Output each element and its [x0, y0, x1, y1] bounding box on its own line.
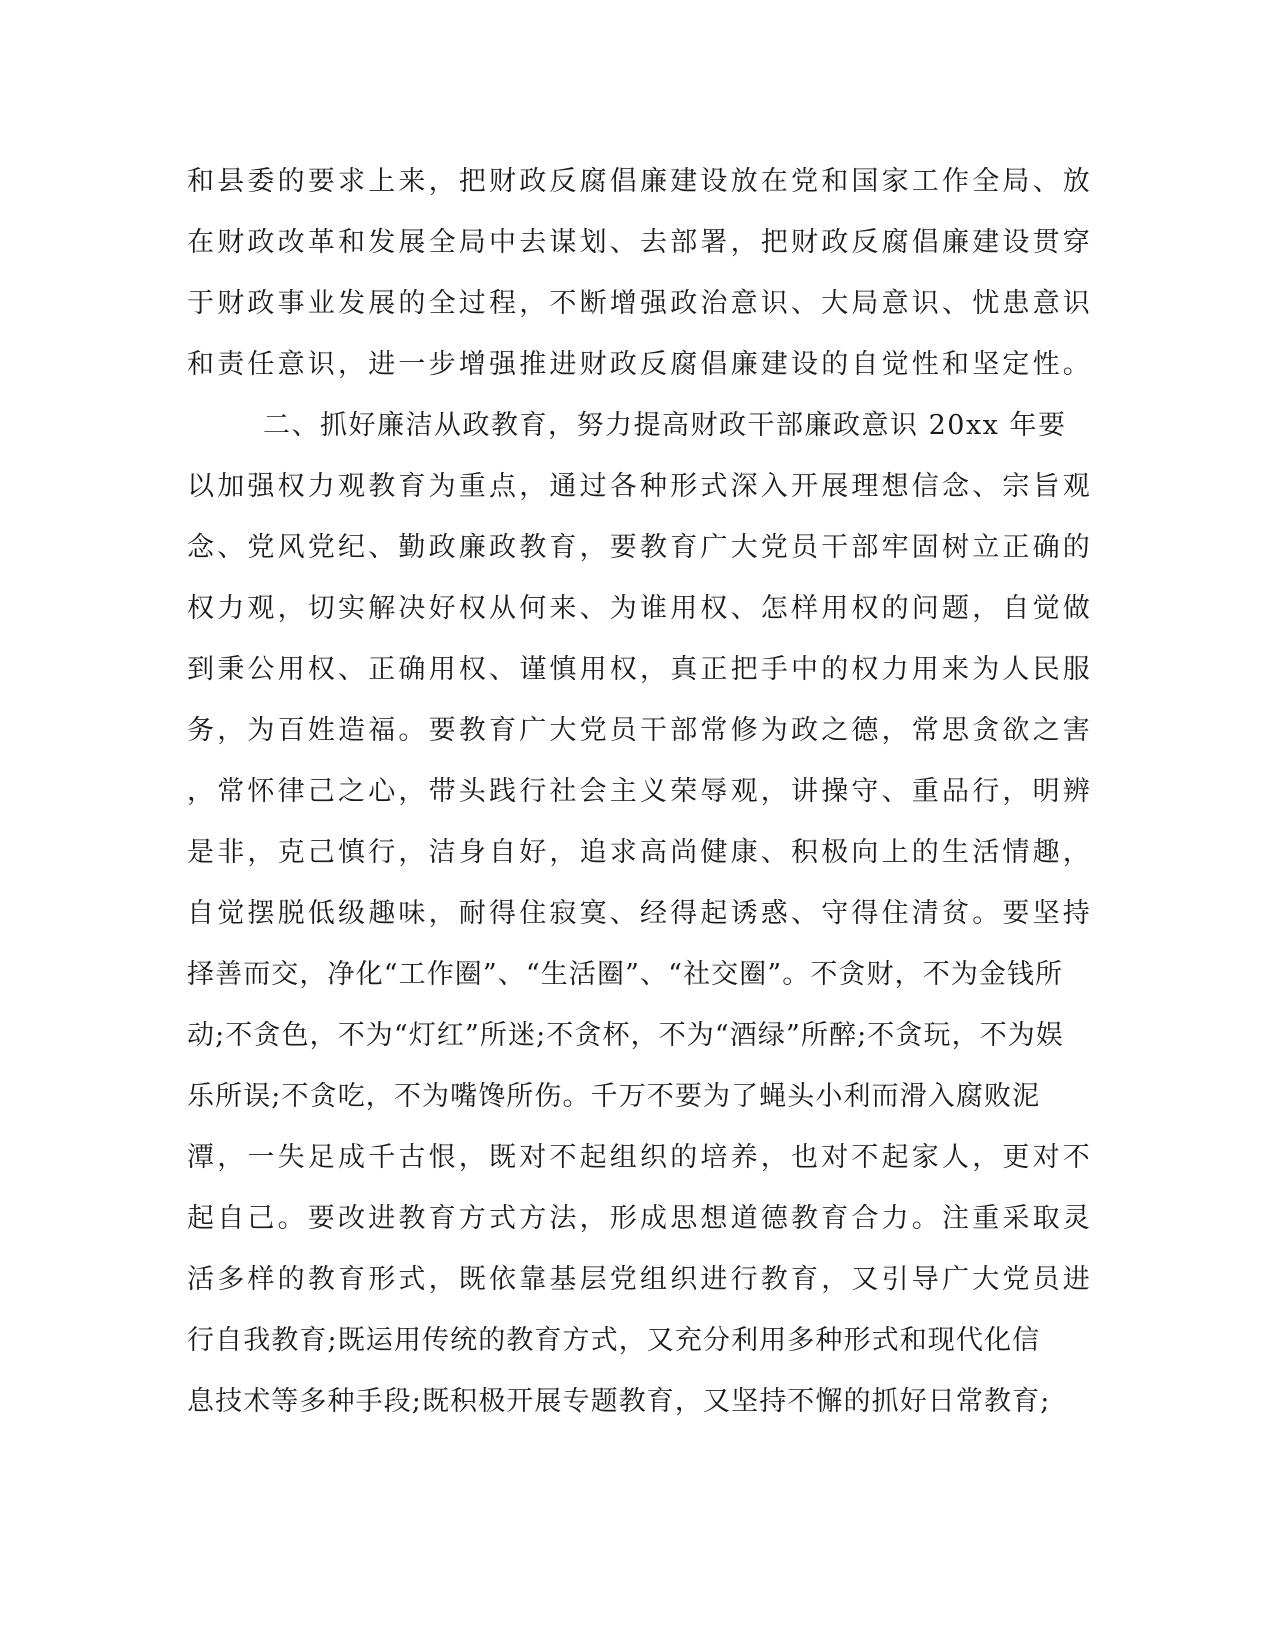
text-line: 择善而交，净化“工作圈”、“生活圈”、“社交圈”。不贪财，不为金钱所 [187, 959, 1064, 990]
body-text [187, 162, 1093, 1443]
text-line: 自觉摆脱低级趣味，耐得住寂寞、经得起诱惑、守得住清贫。要坚持 [187, 898, 1093, 929]
text-line: 息技术等多种手段;既积极开展专题教育，又坚持不懈的抓好日常教育; [187, 1386, 1051, 1417]
text-line: 在财政改革和发展全局中去谋划、去部署，把财政反腐倡廉建设贯穿 [187, 227, 1093, 258]
text-line: 和县委的要求上来，把财政反腐倡廉建设放在党和国家工作全局、放 [187, 166, 1093, 197]
text-line: 权力观，切实解决好权从何来、为谁用权、怎样用权的问题，自觉做 [187, 593, 1093, 624]
text-line: 行自我教育;既运用传统的教育方式，又充分利用多种形式和现代化信 [187, 1325, 1041, 1356]
text-line: ，常怀律己之心，带头践行社会主义荣辱观，讲操守、重品行，明辨 [187, 776, 1093, 807]
paragraph-start-line: 二、抓好廉洁从政教育，努力提高财政干部廉政意识 20xx 年要 [263, 410, 1067, 441]
text-line: 动;不贪色，不为“灯红”所迷;不贪杯，不为“酒绿”所醉;不贪玩，不为娱 [187, 1020, 1065, 1051]
text-line: 念、党风党纪、勤政廉政教育，要教育广大党员干部牢固树立正确的 [187, 532, 1093, 563]
text-line: 是非，克己慎行，洁身自好，追求高尚健康、积极向上的生活情趣， [187, 837, 1093, 868]
text-line: 到秉公用权、正确用权、谨慎用权，真正把手中的权力用来为人民服 [187, 654, 1093, 685]
text-line: 务，为百姓造福。要教育广大党员干部常修为政之德，常思贪欲之害 [187, 715, 1093, 746]
text-line: 乐所误;不贪吃，不为嘴馋所伤。千万不要为了蝇头小利而滑入腐败泥 [187, 1081, 1041, 1112]
text-line: 活多样的教育形式，既依靠基层党组织进行教育，又引导广大党员进 [187, 1264, 1093, 1295]
text-line: 于财政事业发展的全过程，不断增强政治意识、大局意识、忧患意识 [187, 288, 1093, 319]
text-line: 起自己。要改进教育方式方法，形成思想道德教育合力。注重采取灵 [187, 1203, 1093, 1234]
text-line: 以加强权力观教育为重点，通过各种形式深入开展理想信念、宗旨观 [187, 471, 1093, 502]
text-line: 和责任意识，进一步增强推进财政反腐倡廉建设的自觉性和坚定性。 [187, 349, 1093, 380]
text-line: 潭，一失足成千古恨，既对不起组织的培养，也对不起家人，更对不 [187, 1142, 1093, 1173]
